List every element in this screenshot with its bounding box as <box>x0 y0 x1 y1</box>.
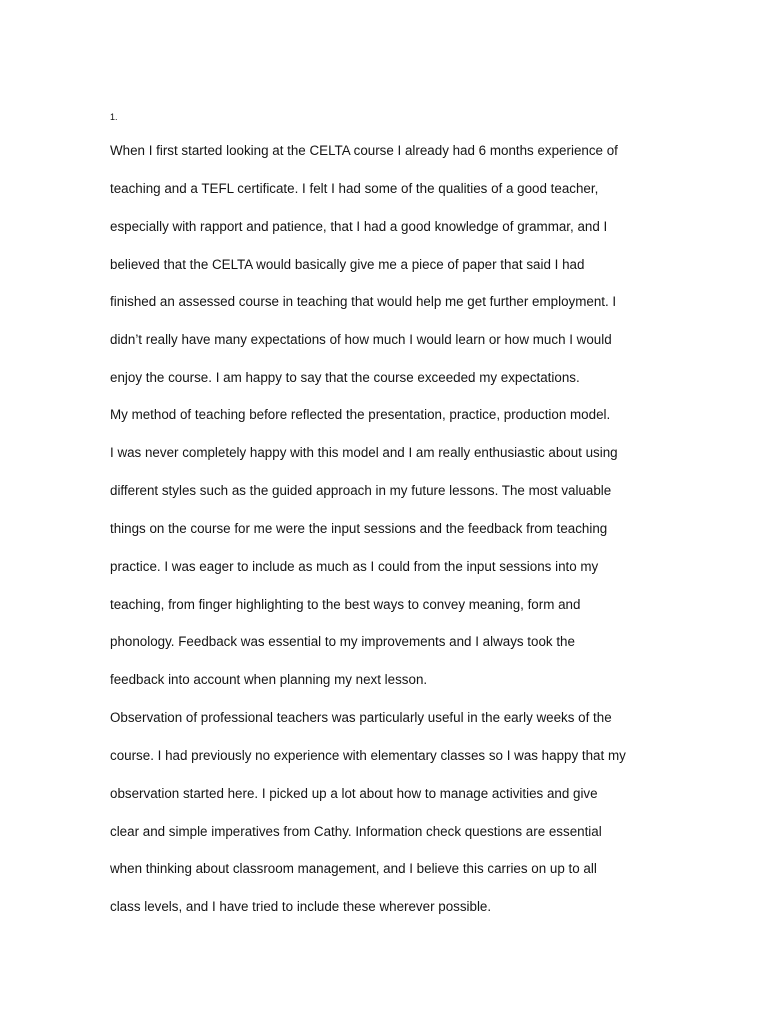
text-line: When I first started looking at the CELTA course I already had 6 months experience of <box>110 143 618 158</box>
text-line: when thinking about classroom management, and I believe this carries on up to all <box>110 861 597 876</box>
text-line: didn’t really have many expectations of how much I would learn or how much I would <box>110 332 612 347</box>
text-line: phonology. Feedback was essential to my improvements and I always took the <box>110 634 575 649</box>
item-number: 1. <box>110 112 118 122</box>
text-line: clear and simple imperatives from Cathy. Information check questions are essential <box>110 824 602 839</box>
text-line: especially with rapport and patience, that I had a good knowledge of grammar, and I <box>110 219 608 234</box>
text-line: teaching and a TEFL certificate. I felt I had some of the qualities of a good teacher, <box>110 181 599 196</box>
text-line: things on the course for me were the input sessions and the feedback from teaching <box>110 521 608 536</box>
text-line: teaching, from finger highlighting to the best ways to convey meaning, form and <box>110 597 581 612</box>
text-line: course. I had previously no experience with elementary classes so I was happy that my <box>110 748 626 763</box>
text-line: enjoy the course. I am happy to say that the course exceeded my expectations. <box>110 370 580 385</box>
text-line: feedback into account when planning my next lesson. <box>110 672 428 687</box>
text-line: practice. I was eager to include as much as I could from the input sessions into my <box>110 559 599 574</box>
text-line: finished an assessed course in teaching that would help me get further employment. I <box>110 294 617 309</box>
text-line: My method of teaching before reflected the presentation, practice, production model. <box>110 407 611 422</box>
text-line: believed that the CELTA would basically give me a piece of paper that said I had <box>110 257 585 272</box>
text-line: Observation of professional teachers was particularly useful in the early weeks of the <box>110 710 612 725</box>
text-line: I was never completely happy with this model and I am really enthusiastic about using <box>110 445 618 460</box>
text-line: different styles such as the guided approach in my future lessons. The most valuable <box>110 483 612 498</box>
text-line: observation started here. I picked up a lot about how to manage activities and give <box>110 786 598 801</box>
text-line: class levels, and I have tried to include these wherever possible. <box>110 899 492 914</box>
